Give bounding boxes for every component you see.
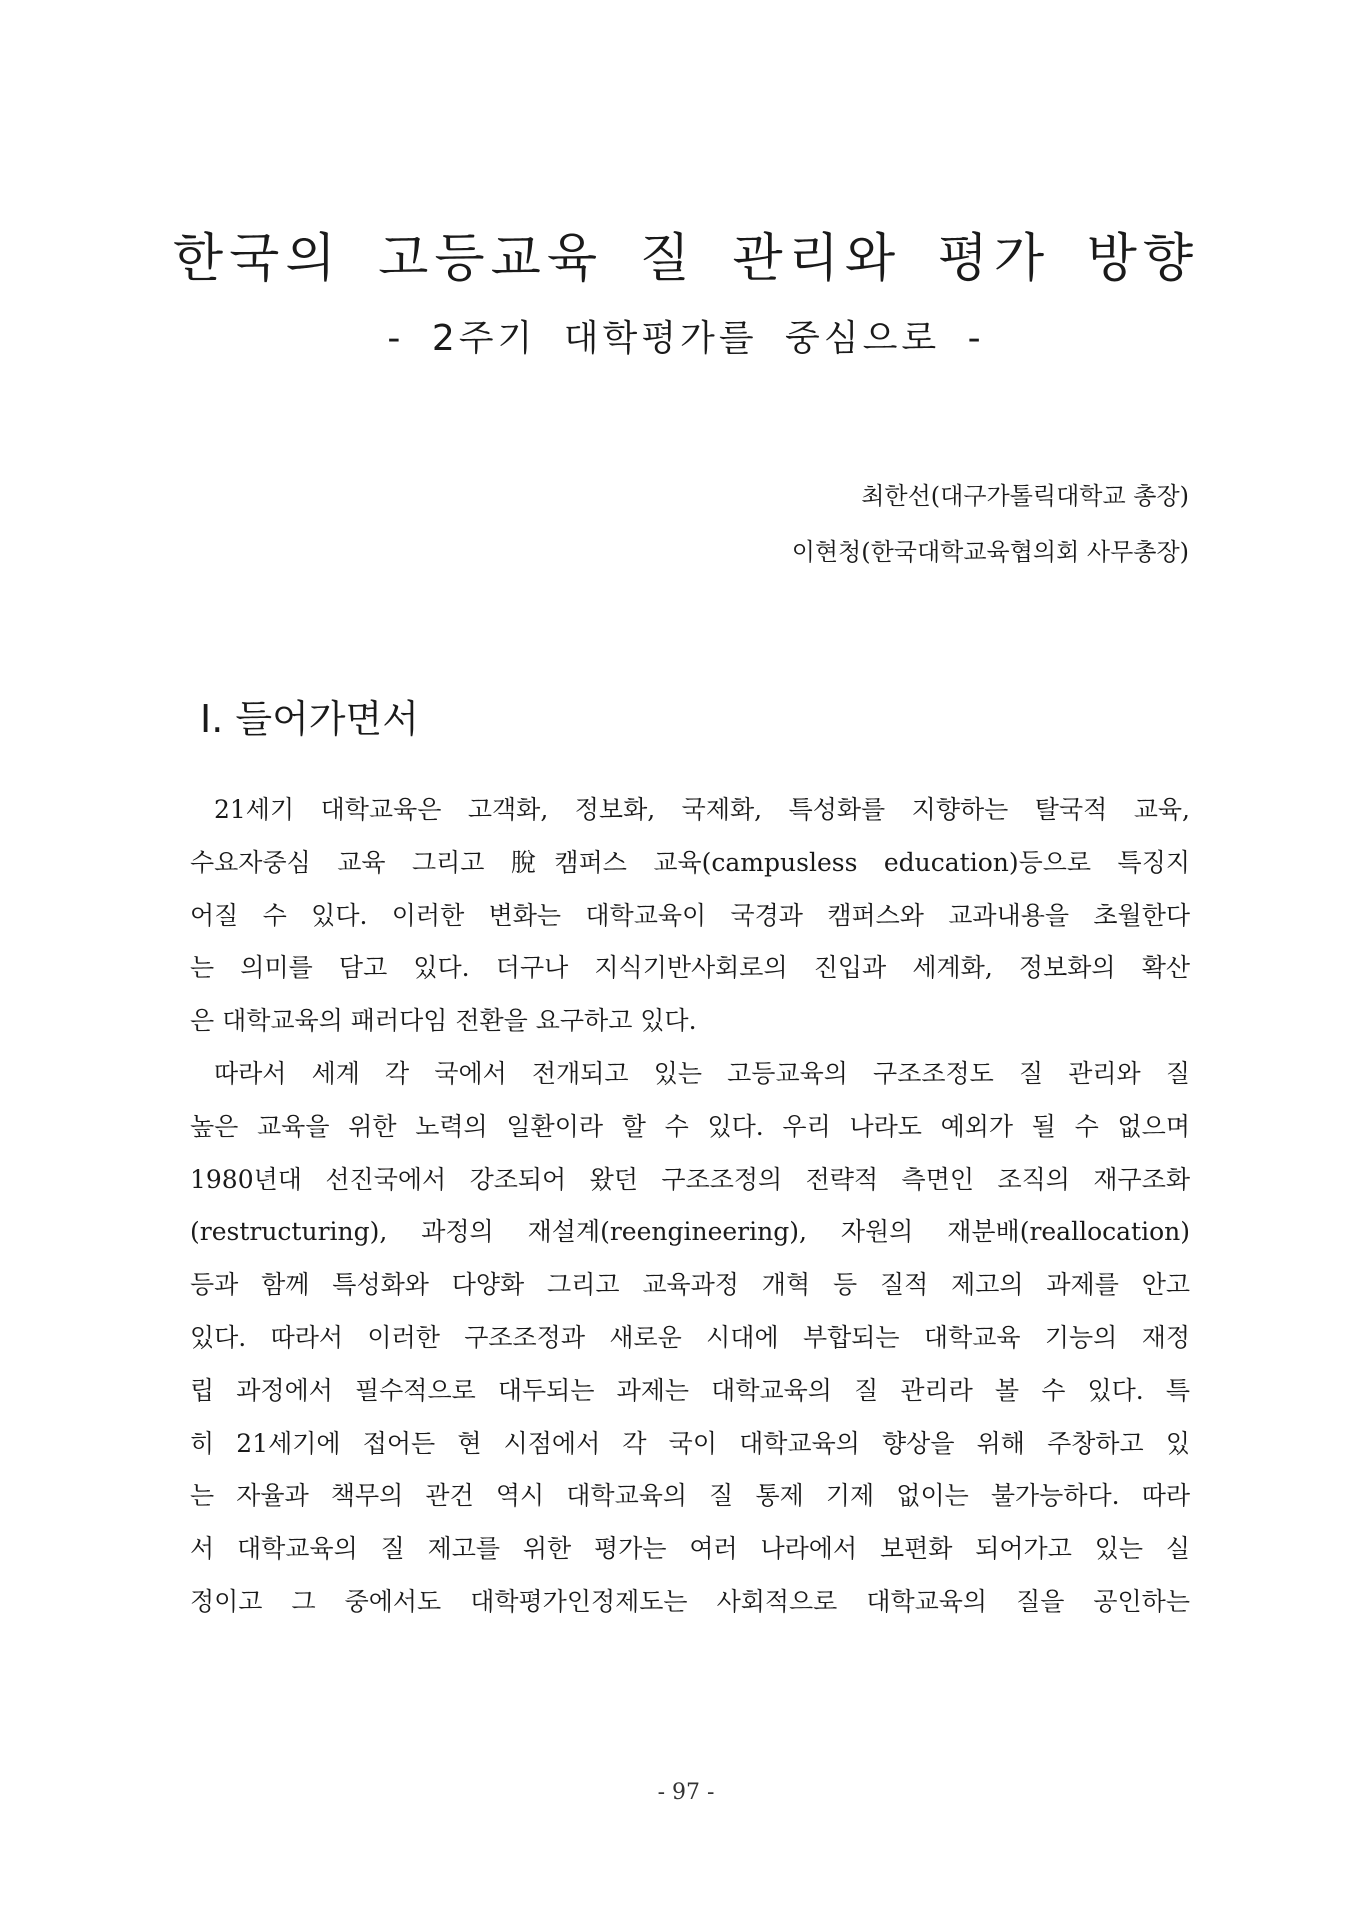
paragraph-line: 립 과정에서 필수적으로 대두되는 과제는 대학교육의 질 관리라 볼 수 있다. 특 <box>190 1375 1190 1405</box>
paragraph-line: 정이고 그 중에서도 대학평가인정제도는 사회적으로 대학교육의 질을 공인하는 <box>190 1586 1190 1616</box>
paragraph-line: (restructuring), 과정의 재설계(reengineering), 자원의 재분배(reallocation) <box>190 1217 1190 1247</box>
paragraph-line: 등과 함께 특성화와 다양화 그리고 교육과정 개혁 등 질적 제고의 과제를 안고 <box>190 1270 1190 1300</box>
author-line: 최한선(대구가톨릭대학교 총장) <box>861 482 1189 510</box>
paragraph-line: 히 21세기에 접어든 현 시점에서 각 국이 대학교육의 향상을 위해 주창하고 있 <box>190 1428 1190 1458</box>
page-number: - 97 - <box>657 1780 715 1805</box>
paragraph-line: 서 대학교육의 질 제고를 위한 평가는 여러 나라에서 보편화 되어가고 있는 실 <box>190 1534 1190 1564</box>
paragraph-line: 는 자율과 책무의 관건 역시 대학교육의 질 통제 기제 없이는 불가능하다. 따라 <box>190 1481 1190 1511</box>
section-heading: Ⅰ. 들어가면서 <box>200 697 419 741</box>
author-line: 이현청(한국대학교육협의회 사무총장) <box>791 538 1189 566</box>
body-text <box>190 784 1190 1629</box>
page-title: 한국의 고등교육 질 관리와 평가 방향 <box>172 229 1200 289</box>
paragraph-line: 있다. 따라서 이러한 구조조정과 새로운 시대에 부합되는 대학교육 기능의 재정 <box>190 1322 1190 1352</box>
author-block <box>792 468 1189 580</box>
paragraph-line: 따라서 세계 각 국에서 전개되고 있는 고등교육의 구조조정도 질 관리와 질 <box>214 1058 1190 1088</box>
paragraph-line: 높은 교육을 위한 노력의 일환이라 할 수 있다. 우리 나라도 예외가 될 수 없으며 <box>190 1111 1190 1141</box>
paragraph-line: 는 의미를 담고 있다. 더구나 지식기반사회로의 진입과 세계화, 정보화의 확산 <box>190 953 1190 983</box>
paragraph-line: 어질 수 있다. 이러한 변화는 대학교육이 국경과 캠퍼스와 교과내용을 초월한다 <box>190 900 1190 930</box>
paragraph-line: 21세기 대학교육은 고객화, 정보화, 국제화, 특성화를 지향하는 탈국적 교육, <box>214 795 1190 824</box>
paragraph-line: 수요자중심 교육 그리고 脫캠퍼스 교육(campusless education)등으로 특징지 <box>190 847 1190 877</box>
page-subtitle: - 2주기 대학평가를 중심으로 - <box>387 318 985 359</box>
paragraph-line: 1980년대 선진국에서 강조되어 왔던 구조조정의 전략적 측면인 조직의 재구조화 <box>190 1164 1190 1194</box>
paragraph-line: 은 대학교육의 패러다임 전환을 요구하고 있다. <box>190 1006 697 1036</box>
